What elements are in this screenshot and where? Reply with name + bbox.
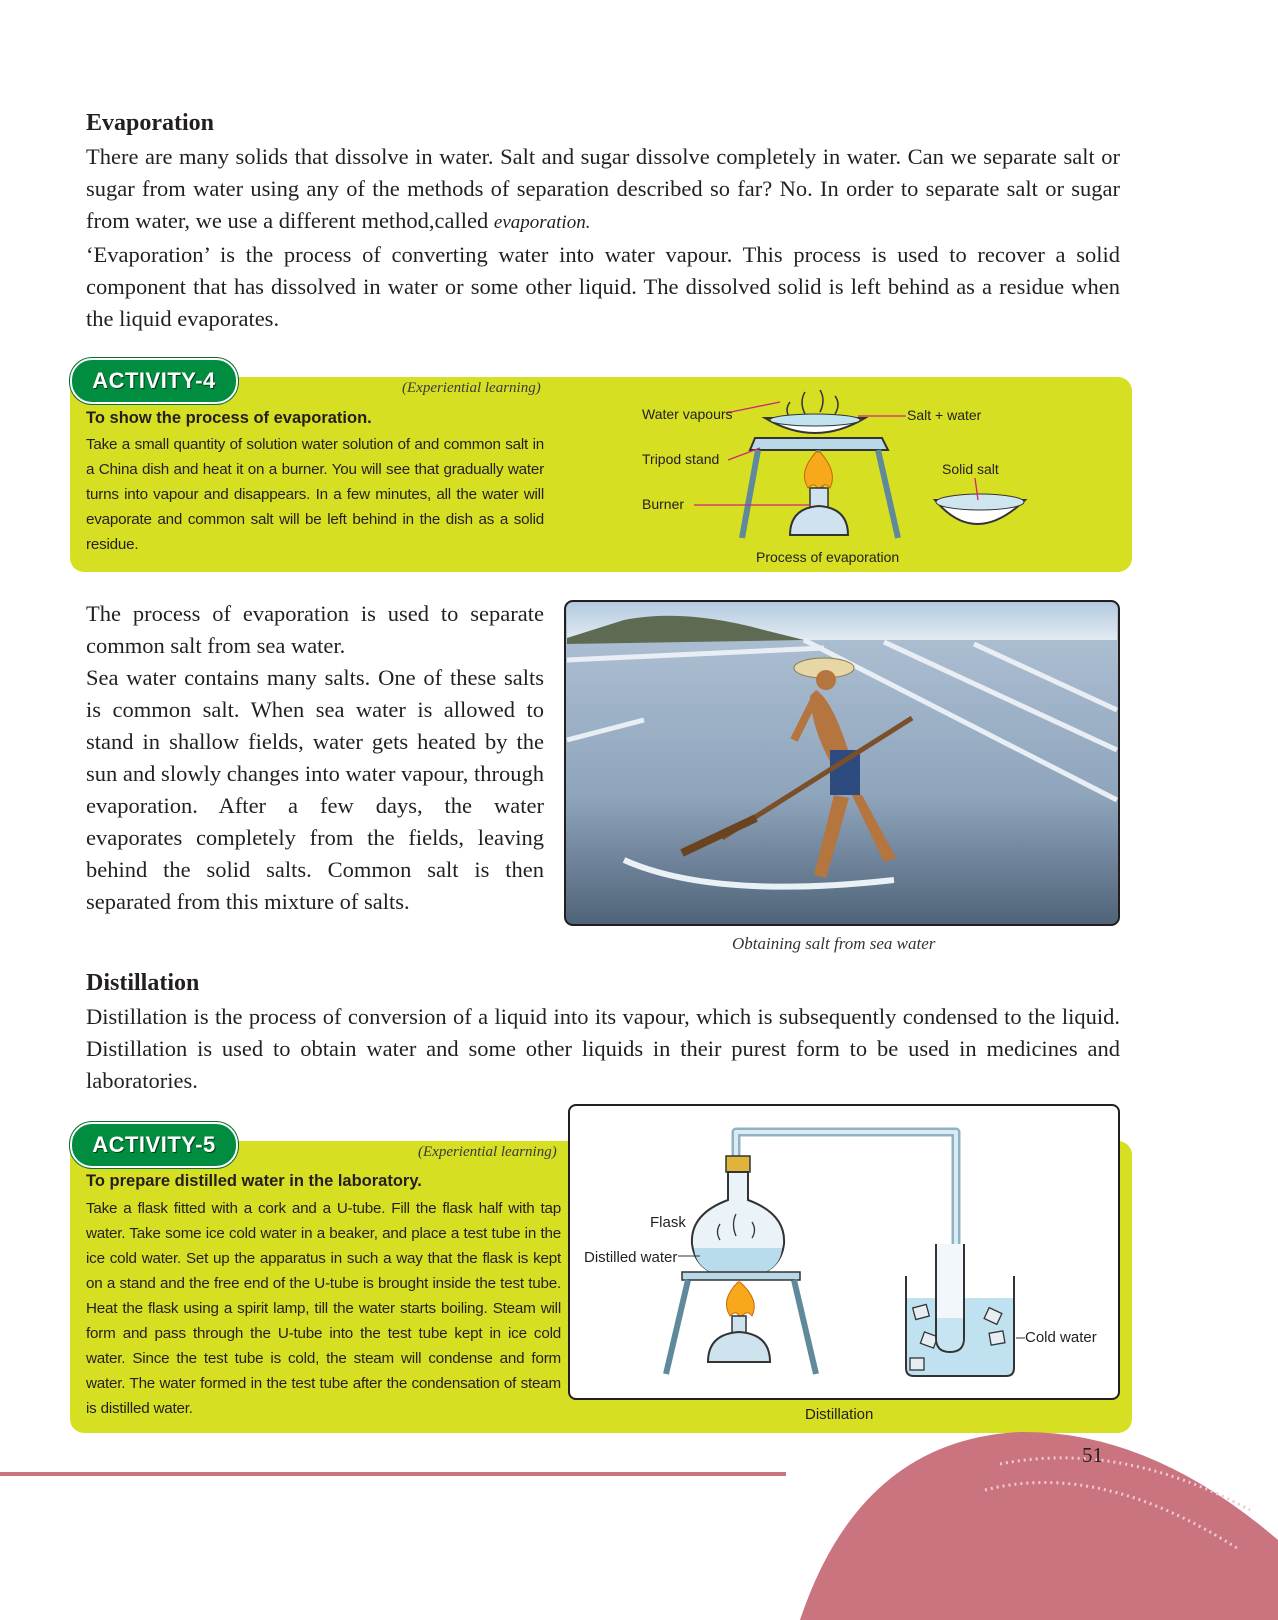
distilled-water-in-tube	[937, 1318, 963, 1351]
stand-leg-right	[794, 1280, 816, 1374]
label-tripod-stand: Tripod stand	[642, 451, 720, 467]
solid-salt	[936, 494, 1024, 510]
tripod-leg-right	[878, 450, 898, 538]
evaporation-term: evaporation.	[493, 212, 591, 233]
evaporation-text	[86, 141, 1120, 335]
label-burner: Burner	[642, 496, 685, 512]
burner-base	[790, 506, 848, 535]
figure-caption-evaporation: Process of evaporation	[756, 549, 900, 565]
flame	[804, 452, 832, 492]
activity-4-text: Take a small quantity of solution water solution of and common salt in a China dish and heat it on a burner. You will see that gradually water turns into vapour and disappears. In a few minutes, all the water will evaporate and common salt will be left behind in the dish as a solid residue.	[86, 436, 544, 553]
label-solid-salt: Solid salt	[942, 461, 999, 477]
activity-5-text: Take a flask fitted with a cork and a U-tube. Fill the flask half with tap water. Take some ice cold water in a beaker, and place a test tube in the ice cold water. Set up the apparatus in such a way that the flask is kept on a stand and the free end of the U-tube is brought inside the test tube. Heat the flask using a spirit lamp, till the water starts boiling. Steam will form and pass through the U-tube into the test tube kept in ice cold water. Since the test tube is cold, the steam will condense and form water. The water formed in the test tube after the condensation of steam is distilled water.	[86, 1200, 561, 1417]
label-distilled-water: Distilled water	[584, 1249, 678, 1266]
spirit-lamp	[708, 1332, 770, 1362]
footer-rule	[0, 1472, 786, 1476]
distillation-text: Distillation is the process of conversion of a liquid into its vapour, which is subsequently condensed to the liquid. Distillation is used to obtain water and some other liquids in their purest form to be used in medicines and laboratories.	[86, 1004, 1120, 1093]
stand-leg-left	[666, 1280, 688, 1374]
salt-water	[770, 414, 860, 426]
lamp-flame	[726, 1282, 754, 1320]
sea-salt-paragraph-1: The process of evaporation is used to separate common salt from sea water.	[86, 601, 544, 658]
photo-caption: Obtaining salt from sea water	[732, 934, 936, 953]
label-flask: Flask	[650, 1214, 686, 1231]
section-heading-evaporation: Evaporation	[86, 110, 215, 136]
leader-water-vapours	[726, 402, 780, 413]
activity-4-title: To show the process of evaporation.	[86, 409, 372, 427]
cork	[726, 1156, 750, 1172]
label-cold-water: Cold water	[1025, 1329, 1097, 1346]
footer-arc	[800, 1432, 1278, 1620]
page-number: 51	[1082, 1443, 1103, 1467]
activity-4-mode: (Experiential learning)	[402, 380, 541, 396]
salt-field-photo	[564, 600, 1120, 926]
tripod-top	[750, 438, 888, 450]
activity-5-title: To prepare distilled water in the laboratory.	[86, 1172, 422, 1190]
activity-5-tag: ACTIVITY-5	[70, 1122, 238, 1168]
stand-top	[682, 1272, 800, 1280]
evaporation-paragraph-2: ‘Evaporation’ is the process of converting water into water vapour. This process is used to recover a solid component that has dissolved in water or some other liquid. The dissolved solid is left behind as a residue when the liquid evaporates.	[86, 242, 1120, 331]
activity-5-mode: (Experiential learning)	[418, 1144, 557, 1160]
tripod-leg-left	[742, 450, 758, 538]
label-salt-water: Salt + water	[907, 407, 982, 423]
evaporation-paragraph-1: There are many solids that dissolve in water. Salt and sugar dissolve completely in water. Can we separate salt or sugar from water using any of the methods of separation described so far? No. In order to separate salt or sugar from water, we use a different method,called evaporation.	[86, 144, 1120, 233]
section-heading-distillation: Distillation	[86, 970, 200, 996]
activity-4-tag: ACTIVITY-4	[70, 358, 238, 404]
label-water-vapours: Water vapours	[642, 406, 733, 422]
sea-salt-paragraph-2: Sea water contains many salts. One of these salts is common salt. When sea water is allowed to stand in shallow fields, water gets heated by the sun and slowly changes into water vapour, through evaporation. After a few days, the water evaporates completely from the fields, leaving behind the solid salts. Common salt is then separated from this mixture of salts.	[86, 665, 544, 914]
figure-caption-distillation: Distillation	[805, 1406, 874, 1423]
sea-salt-text	[86, 598, 544, 918]
